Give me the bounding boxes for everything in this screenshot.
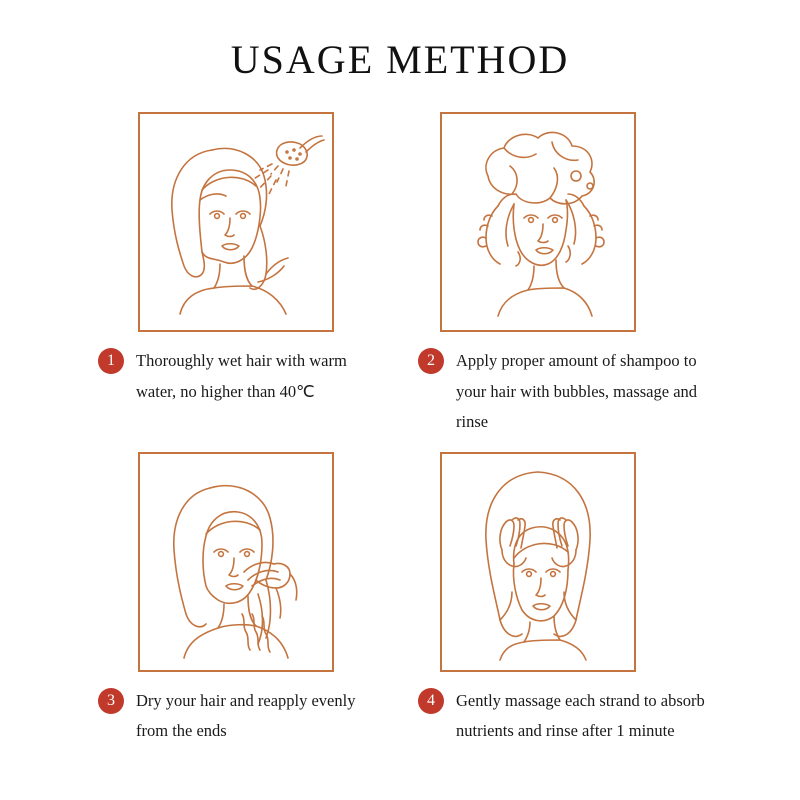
step-1-caption bbox=[90, 346, 390, 407]
step-2 bbox=[410, 112, 710, 438]
step-4-number: 4 bbox=[418, 688, 444, 714]
step-2-number: 2 bbox=[418, 348, 444, 374]
step-2-text: Apply proper amount of shampoo to your hair with bubbles, massage and rinse bbox=[456, 351, 698, 432]
step-3-illustration-frame bbox=[138, 452, 334, 672]
step-1-text: Thoroughly wet hair with warm water, no higher than 40℃ bbox=[136, 351, 347, 401]
step-1 bbox=[90, 112, 390, 438]
step-3-text: Dry your hair and reapply evenly from the ends bbox=[136, 690, 356, 741]
steps-grid bbox=[90, 112, 710, 747]
step-1-number: 1 bbox=[98, 348, 124, 374]
step-4-illustration-frame bbox=[440, 452, 636, 672]
woman-drying-hair-ends-icon bbox=[140, 454, 332, 670]
step-1-illustration-frame bbox=[138, 112, 334, 332]
step-2-illustration-frame bbox=[440, 112, 636, 332]
step-4 bbox=[410, 452, 710, 747]
step-4-caption bbox=[410, 686, 710, 747]
woman-massaging-scalp-icon bbox=[442, 454, 634, 670]
step-3 bbox=[90, 452, 390, 747]
step-3-number: 3 bbox=[98, 688, 124, 714]
step-3-caption bbox=[90, 686, 390, 747]
woman-lathering-bubbles-icon bbox=[442, 114, 634, 330]
step-4-text: Gently massage each strand to absorb nutrients and rinse after 1 minute bbox=[456, 690, 705, 741]
woman-shower-head-icon bbox=[140, 114, 332, 330]
step-2-caption bbox=[410, 346, 710, 438]
page-title: USAGE METHOD bbox=[230, 37, 570, 82]
